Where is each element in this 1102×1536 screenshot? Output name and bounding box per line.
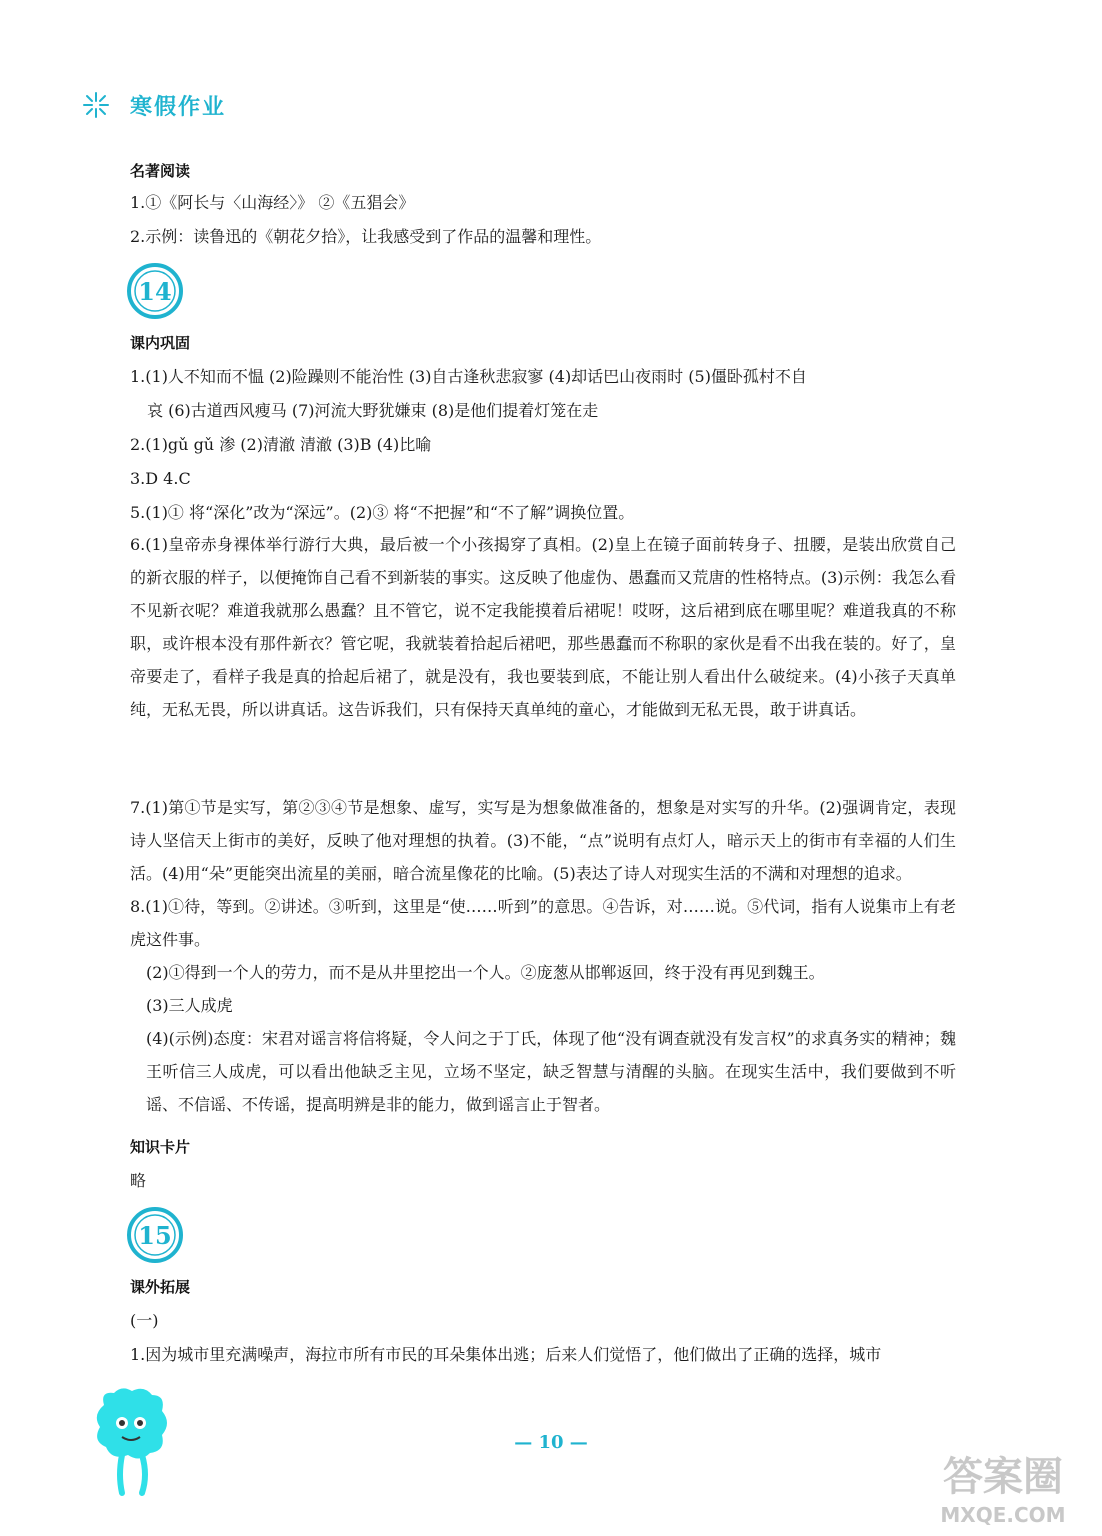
q1-line-2: 哀 (6)古道西风瘦马 (7)河流大野犹嫌束 (8)是他们提着灯笼在走 — [147, 401, 599, 420]
heading-mingzhu: 名著阅读 — [130, 162, 191, 180]
q6: 6.(1)皇帝赤身裸体举行游行大典，最后被一个小孩揭穿了真相。(2)皇上在镜子面前转身子、扭腰，是装出欣赏自己的新衣服的样子，以便掩饰自己看不到新装的事实。这反映了他虚伪、愚蠢而又荒唐的性格特点。(3)示例：我怎么看不见新衣呢？难道我就那么愚蠢？且不管它，说不定我能摸着后裙呢！哎呀，这后裙到底在哪里呢？难道我真的不称职，或许根本没有那件新衣？管它呢，我就装着拾起后裙吧，那些愚蠢而不称职的家伙是看不出我在装的。好了，皇帝要走了，看样子我是真的拾起后裙了，就是没有，我也要装到底，不能让别人看出什么破绽来。(4)小孩子天真单纯，无私无畏，所以讲真话。这告诉我们，只有保持天真单纯的童心，才能做到无私无畏，敢于讲真话。 — [130, 535, 956, 719]
lesson-14-badge — [126, 262, 184, 320]
q8-part2: (2)①得到一个人的劳力，而不是从井里挖出一个人。②庞葱从邯郸返回，终于没有再见到魏王。 — [146, 963, 825, 982]
q8-part1: 8.(1)①待，等到。②讲述。③听到，这里是“使……听到”的意思。④告诉，对……说。⑤代词，指有人说集市上有老虎这件事。 — [130, 897, 956, 949]
q5: 5.(1)① 将“深化”改为“深远”。(2)③ 将“不把握”和“不了解”调换位置。 — [130, 503, 635, 522]
page-title: 寒假作业 — [130, 94, 227, 120]
watermark-text: 答案圈 — [943, 1454, 1063, 1500]
q3-q4: 3.D 4.C — [130, 469, 191, 488]
zhishi-text: 略 — [130, 1171, 147, 1190]
q8-part4: (4)(示例)态度：宋君对谣言将信将疑，令人问之于丁氏，体现了他“没有调查就没有发言权”的求真务实的精神；魏王听信三人成虎，可以看出他缺乏主见，立场不坚定，缺乏智慧与清醒的头脑。在现实生活中，我们要做到不听谣、不信谣、不传谣，提高明辨是非的能力，做到谣言止于智者。 — [146, 1029, 956, 1114]
mingzhu-line-1: 1.①《阿长与〈山海经〉》 ②《五猖会》 — [130, 193, 415, 212]
kewai-sub: (一) — [130, 1311, 159, 1330]
page-header — [82, 88, 226, 122]
watermark-logo — [918, 1440, 1088, 1530]
q1-line-1: 1.(1)人不知而不愠 (2)险躁则不能治性 (3)自古逢秋悲寂寥 (4)却话巴山夜雨时 (5)僵卧孤村不自 — [130, 367, 807, 386]
q7: 7.(1)第①节是实写，第②③④节是想象、虚写，实写是为想象做准备的，想象是对实写的升华。(2)强调肯定，表现诗人坚信天上街市的美好，反映了他对理想的执着。(3)不能，“点”说明有点灯人，暗示天上的街市有幸福的人们生活。(4)用“朵”更能突出流星的美丽，暗合流星像花的比喻。(5)表达了诗人对现实生活的不满和对理想的追求。 — [130, 798, 956, 883]
watermark-url: MXQE.COM — [940, 1503, 1066, 1527]
q8-part3: (3)三人成虎 — [146, 996, 233, 1015]
mingzhu-line-2: 2.示例：读鲁迅的《朝花夕拾》，让我感受到了作品的温馨和理性。 — [130, 227, 602, 246]
page-number: — 10 — — [514, 1432, 588, 1453]
kewai-q1: 1.因为城市里充满噪声，海拉市所有市民的耳朵集体出逃；后来人们觉悟了，他们做出了正确的选择，城市 — [130, 1345, 882, 1364]
heading-kenei: 课内巩固 — [130, 334, 191, 352]
lesson-15-badge — [126, 1206, 184, 1264]
heading-zhishi: 知识卡片 — [130, 1138, 191, 1156]
sparkle-icon — [82, 91, 110, 119]
lesson-14-number: 14 — [138, 277, 172, 306]
q2: 2.(1)gǔ gǔ 渗 (2)清澈 清澈 (3)B (4)比喻 — [130, 435, 432, 454]
heading-kewai: 课外拓展 — [130, 1278, 191, 1296]
lesson-15-number: 15 — [138, 1221, 172, 1250]
